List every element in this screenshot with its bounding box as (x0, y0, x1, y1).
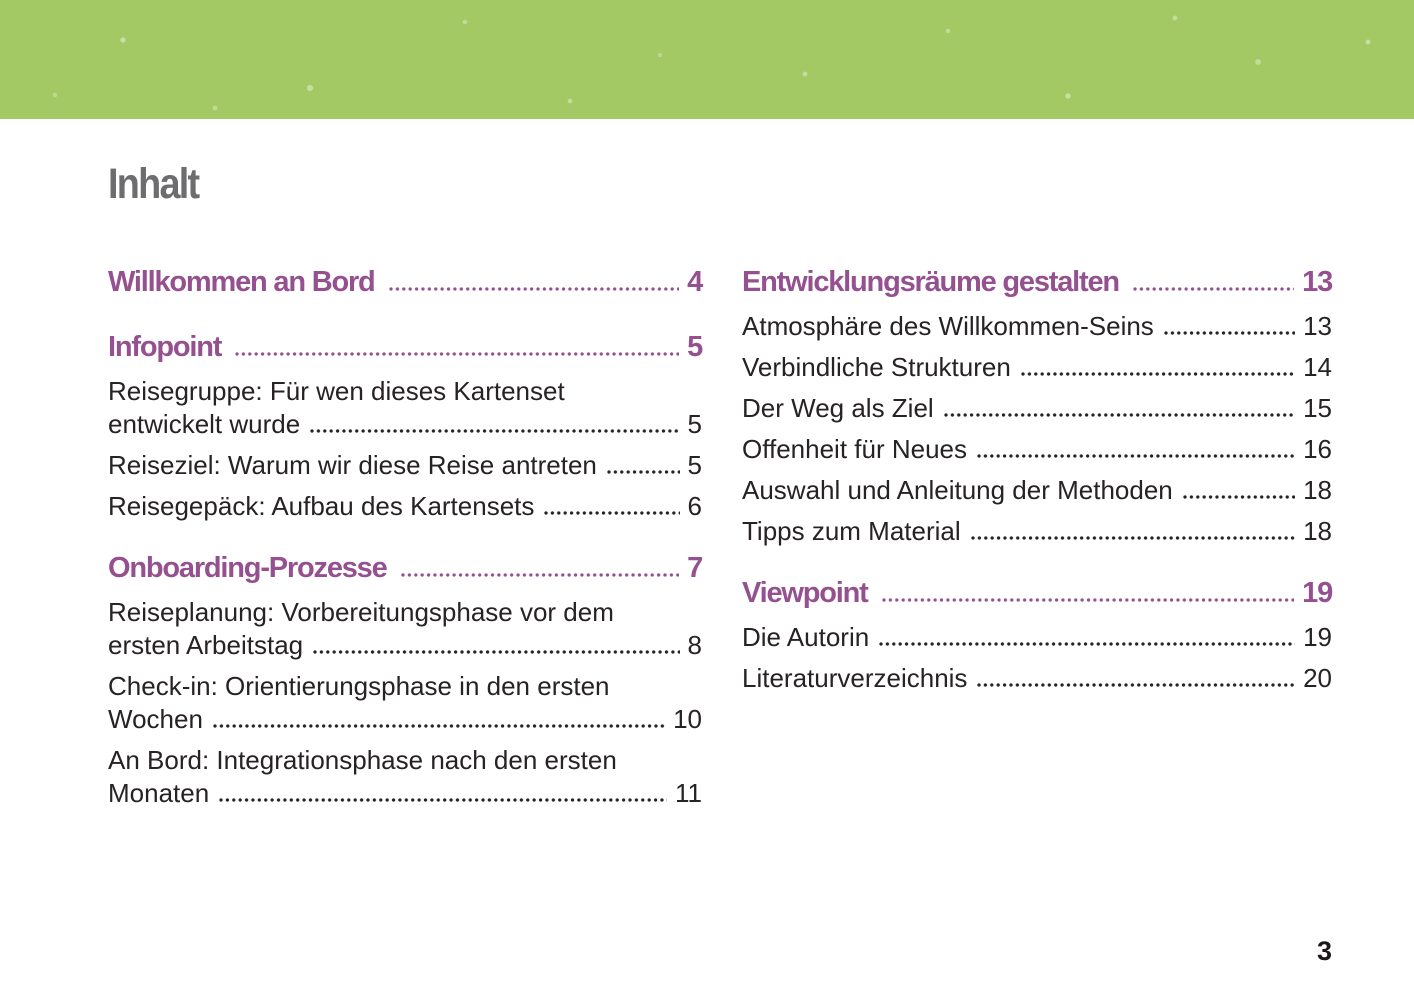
entry-page-number: 5 (687, 450, 702, 480)
entry-last-line-row (108, 490, 702, 523)
section-page-number: 13 (1302, 266, 1332, 298)
footer-page-number: 3 (1316, 936, 1332, 966)
section-heading-row (108, 262, 702, 302)
entry-last-line-row (742, 310, 1332, 343)
toc-section (108, 262, 702, 302)
entry-page-number: 5 (687, 409, 702, 439)
toc-column (108, 262, 702, 810)
section-title: Infopoint (108, 331, 222, 363)
dot-leader (213, 724, 665, 728)
section-heading-row (108, 548, 702, 588)
toc-entry (108, 670, 702, 736)
dot-leader (401, 573, 680, 577)
dot-leader (1021, 372, 1295, 376)
entry-line: ersten Arbeitstag (108, 630, 304, 660)
entry-line: Reiseplanung: Vorbereitungsphase vor dem (108, 597, 614, 627)
toc-entry (742, 515, 1332, 548)
toc-entry (742, 310, 1332, 343)
dot-leader (1183, 495, 1295, 499)
dot-leader (544, 511, 679, 515)
table-of-contents (108, 262, 1332, 810)
section-title: Viewpoint (742, 577, 868, 609)
entry-last-line-row (108, 449, 702, 482)
entry-last-line-row (742, 474, 1332, 507)
toc-entry (108, 744, 702, 810)
toc-entry (742, 474, 1332, 507)
toc-entry (742, 351, 1332, 384)
dot-leader (389, 287, 680, 291)
dot-leader (1164, 331, 1295, 335)
entry-page-number: 18 (1303, 516, 1332, 546)
section-title: Entwicklungsräume gestalten (742, 266, 1119, 298)
entry-last-line-row (742, 433, 1332, 466)
entry-last-line-row (742, 392, 1332, 425)
entry-line: An Bord: Integrationsphase nach den ersten (108, 745, 617, 775)
entry-last-line-row (108, 703, 702, 736)
entry-last-line-row (742, 351, 1332, 384)
entry-page-number: 15 (1303, 393, 1332, 423)
entry-last-line-row (742, 515, 1332, 548)
toc-entry (742, 433, 1332, 466)
dot-leader (882, 598, 1295, 602)
entry-page-number: 10 (673, 704, 702, 734)
dot-leader (977, 454, 1295, 458)
toc-entry (108, 490, 702, 523)
toc-section (108, 548, 702, 810)
entry-line: Auswahl und Anleitung der Methoden (742, 475, 1173, 505)
dot-leader (879, 642, 1295, 646)
entry-last-line-row (108, 629, 702, 662)
section-page-number: 19 (1302, 577, 1332, 609)
dot-leader (977, 683, 1295, 687)
entry-page-number: 14 (1303, 352, 1332, 382)
toc-section (742, 262, 1332, 548)
entry-line: entwickelt wurde (108, 409, 301, 439)
entry-line: Tipps zum Material (742, 516, 961, 546)
toc-section (108, 327, 702, 523)
entry-line: Reiseziel: Warum wir diese Reise antreten (108, 450, 597, 480)
entry-last-line-row (108, 777, 702, 810)
header-band (0, 0, 1414, 119)
dot-leader (944, 413, 1295, 417)
toc-entry (742, 662, 1332, 695)
entry-page-number: 13 (1303, 311, 1332, 341)
dot-leader (219, 798, 667, 802)
entry-last-line-row (108, 408, 702, 441)
page-title: Inhalt (108, 160, 199, 208)
dot-leader (971, 536, 1295, 540)
entry-line: Check-in: Orientierungsphase in den ersten (108, 671, 610, 701)
section-heading-row (742, 573, 1332, 613)
toc-entry (742, 392, 1332, 425)
toc-column (742, 262, 1332, 810)
dot-leader (235, 352, 679, 356)
entry-page-number: 11 (675, 778, 702, 808)
entry-line: Monaten (108, 778, 210, 808)
section-heading-row (742, 262, 1332, 302)
entry-page-number: 20 (1303, 663, 1332, 693)
dot-leader (310, 429, 679, 433)
entry-line: Der Weg als Ziel (742, 393, 934, 423)
entry-page-number: 18 (1303, 475, 1332, 505)
dot-leader (313, 650, 679, 654)
entry-page-number: 8 (687, 630, 702, 660)
toc-entry (742, 621, 1332, 654)
entry-page-number: 16 (1303, 434, 1332, 464)
section-heading-row (108, 327, 702, 367)
section-page-number: 5 (687, 331, 702, 363)
entry-line: Die Autorin (742, 622, 870, 652)
entry-last-line-row (742, 621, 1332, 654)
toc-entry (108, 449, 702, 482)
dot-leader (1133, 287, 1294, 291)
entry-line: Reisegepäck: Aufbau des Kartensets (108, 491, 535, 521)
section-title: Onboarding-Prozesse (108, 552, 387, 584)
toc-entry (108, 375, 702, 441)
entry-line: Offenheit für Neues (742, 434, 967, 464)
toc-section (742, 573, 1332, 695)
section-page-number: 7 (687, 552, 702, 584)
toc-entry (108, 596, 702, 662)
entry-line: Verbindliche Strukturen (742, 352, 1011, 382)
entry-page-number: 6 (687, 491, 702, 521)
entry-page-number: 19 (1303, 622, 1332, 652)
entry-line: Wochen (108, 704, 203, 734)
section-title: Willkommen an Bord (108, 266, 375, 298)
entry-last-line-row (742, 662, 1332, 695)
dot-leader (607, 470, 680, 474)
entry-line: Atmosphäre des Willkommen-Seins (742, 311, 1154, 341)
entry-line: Reisegruppe: Für wen dieses Kartenset (108, 376, 565, 406)
section-page-number: 4 (687, 266, 702, 298)
entry-line: Literaturverzeichnis (742, 663, 968, 693)
